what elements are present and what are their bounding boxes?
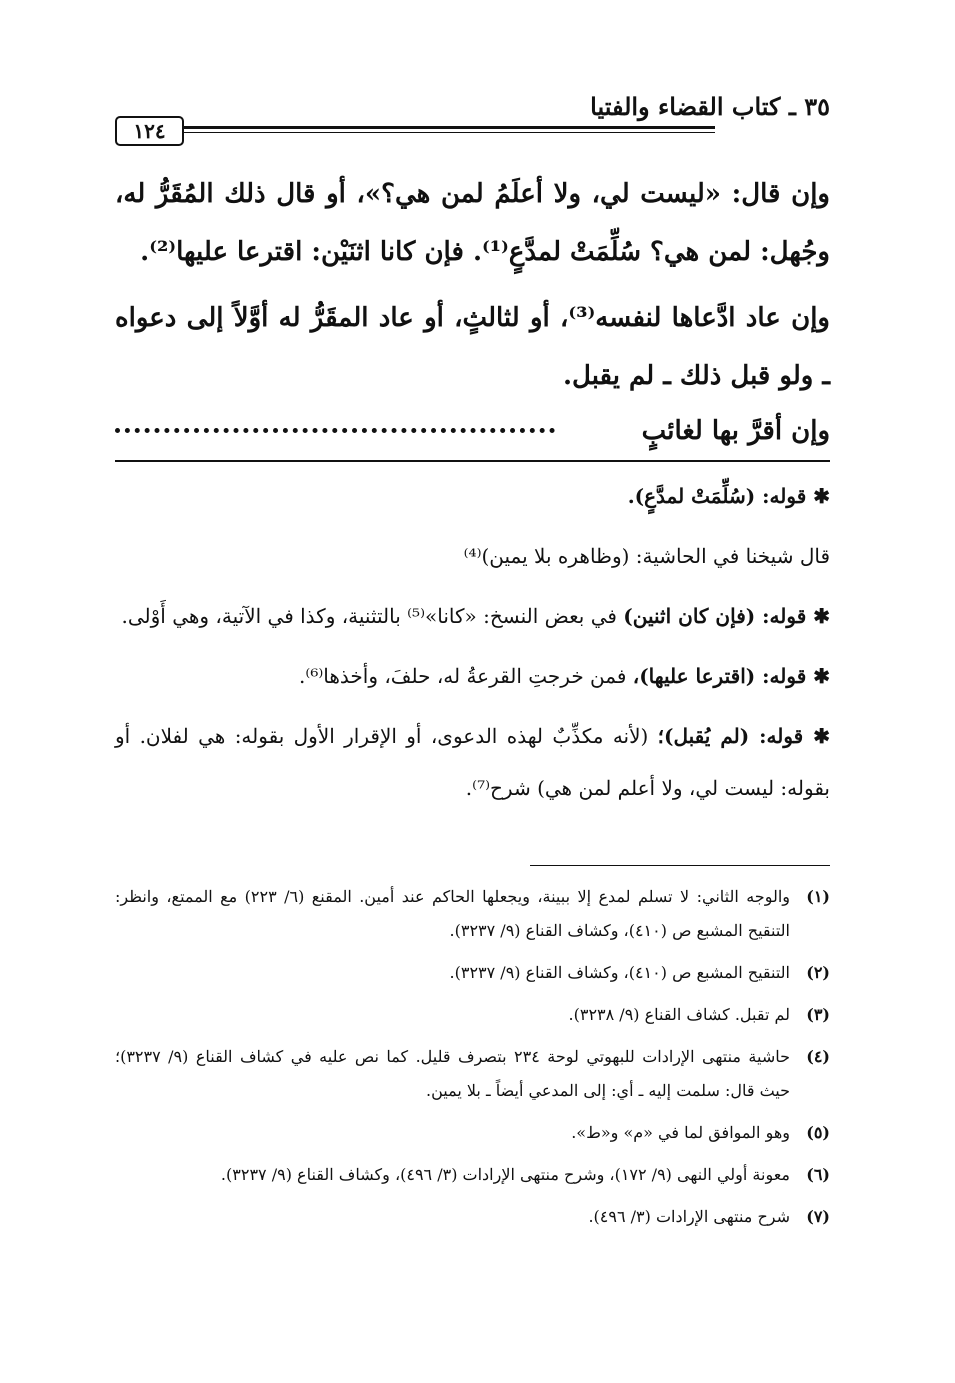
footnote-divider — [530, 865, 830, 866]
footnote-number: (٥) — [806, 1123, 830, 1142]
header-rule-thick — [115, 126, 715, 129]
star-bullet-icon: ✱ — [806, 664, 830, 688]
footnote-text: والوجه الثاني: لا تسلم لمدع إلا ببينة، ويجعلها الحاكم عند أمين. المقنع (٦/ ٢٢٣) مع الممتع، وانظر: التنقيح المشبع ص (٤١٠)، وكشاف القناع (٩/ ٣٢٣٧). — [115, 887, 791, 940]
footnote-number: (٧) — [806, 1207, 830, 1226]
star-bullet-icon: ✱ — [806, 484, 830, 508]
commentary-item — [115, 530, 830, 582]
running-title: ٣٥ ـ كتاب القضاء والفتيا — [590, 92, 830, 121]
footnote — [115, 998, 830, 1032]
commentary-divider — [115, 460, 830, 462]
footnote — [115, 1116, 830, 1150]
footnote — [115, 956, 830, 990]
footnote-number: (٢) — [806, 963, 830, 982]
footnote-number: (٤) — [806, 1047, 830, 1066]
main-paragraph: وإن قال: «ليست لي، ولا أعلَمُ لمن هي؟»، أو قال ذلك المُقَرُّ له، وجُهل: لمن هي؟ سُلِّمَتْ لمدَّعٍ⁽¹⁾. فإن كانا اثنَيْن: اقترعا عليها⁽²⁾. — [115, 179, 830, 267]
dots-leader — [115, 428, 555, 433]
page-number: ١٢٤ — [115, 116, 184, 146]
commentary-item — [115, 710, 830, 814]
footnote-text: معونة أولي النهى (٩/ ١٧٢)، وشرح منتهى الإرادات (٣/ ٤٩٦)، وكشاف القناع (٩/ ٣٢٣٧). — [220, 1165, 790, 1184]
footnote-text: شرح منتهى الإرادات (٣/ ٤٩٦). — [588, 1207, 790, 1226]
commentary-section — [115, 470, 830, 822]
footnote-number: (١) — [806, 887, 830, 906]
commentary-lead: قوله: (فإن كان اثنين) — [623, 604, 807, 628]
commentary-text: (لأنه مكذِّبٌ لهذه الدعوى، أو الإقرار الأول بقوله: هي لفلان. أو بقوله: ليست لي، ولا أعلم لمن هي) شرح⁽⁷⁾. — [115, 724, 830, 800]
footnote-text: وهو الموافق لما في «م» و«ط». — [571, 1123, 790, 1142]
header-rule — [115, 126, 715, 133]
footnote-number: (٦) — [806, 1165, 830, 1184]
commentary-item — [115, 470, 830, 522]
footnote — [115, 1200, 830, 1234]
main-text — [115, 165, 830, 413]
dotted-line-text: وإن أقرَّ بها لغائبٍ — [641, 416, 830, 446]
commentary-item — [115, 650, 830, 702]
footnote — [115, 880, 830, 948]
commentary-lead: قوله: (سُلِّمَتْ لمدَّعٍ). — [627, 484, 807, 508]
commentary-text: قال شيخنا في الحاشية: (وظاهره بلا يمين)⁽⁴⁾ — [463, 544, 830, 568]
footnotes — [115, 880, 830, 1242]
commentary-text: في بعض النسخ: «كانا»⁽⁵⁾ بالتثنية، وكذا في الآتية، وهي أَوْلى. — [121, 604, 624, 628]
footnote — [115, 1040, 830, 1108]
main-paragraph: وإن عاد ادَّعاها لنفسه⁽³⁾، أو لثالثٍ، أو عاد المقَرُّ له أوَّلاً إلى دعواه ـ ولو قبل ذلك ـ لم يقبل. — [115, 303, 830, 391]
star-bullet-icon: ✱ — [803, 724, 830, 748]
header-rule-thin — [115, 132, 715, 133]
commentary-text: فمن خرجتِ القرعةُ له، حلفَ، وأخذها⁽⁶⁾. — [299, 664, 633, 688]
footnote-text: حاشية منتهى الإرادات للبهوتي لوحة ٢٣٤ بتصرف قليل. كما نص عليه في كشاف القناع (٩/ ٣٢٣٧)؛ حيث قال: سلمت إليه ـ أي: إلى المدعي أيضاً ـ بلا يمين. — [115, 1047, 790, 1100]
star-bullet-icon: ✱ — [806, 604, 830, 628]
footnote-text: التنقيح المشبع ص (٤١٠)، وكشاف القناع (٩/ ٣٢٣٧). — [449, 963, 790, 982]
page-header — [115, 92, 830, 152]
commentary-item — [115, 590, 830, 642]
dotted-continuation-line — [115, 408, 830, 454]
footnote — [115, 1158, 830, 1192]
footnote-text: لم تقبل. كشاف القناع (٩/ ٣٢٣٨). — [568, 1005, 790, 1024]
commentary-lead: قوله: (لم يُقبل)؛ — [657, 724, 804, 748]
commentary-lead: قوله: (اقترعا عليها)، — [632, 664, 807, 688]
footnote-number: (٣) — [806, 1005, 830, 1024]
